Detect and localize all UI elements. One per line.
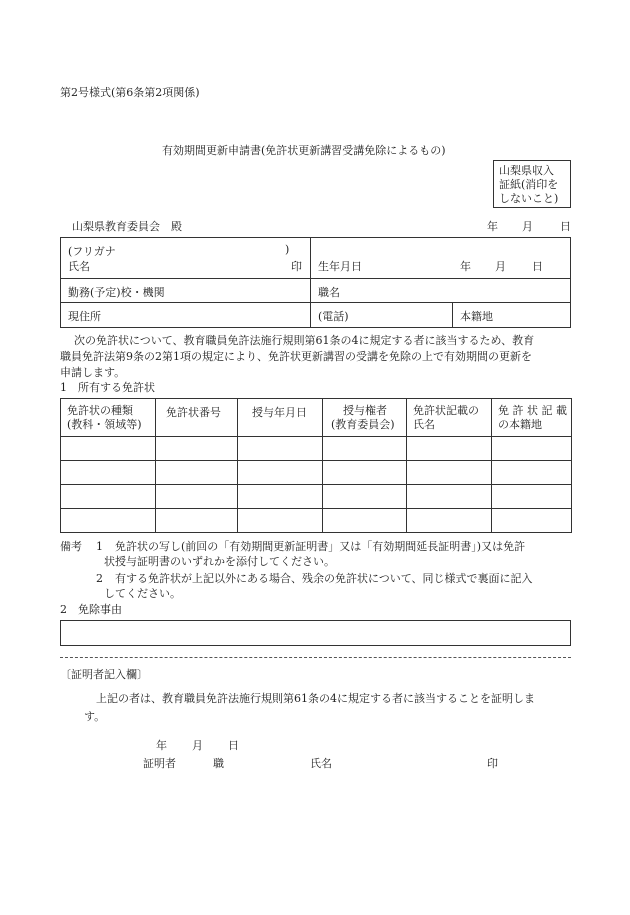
license-cell[interactable] — [492, 485, 572, 509]
remarks-item-2-number: 2 — [96, 572, 103, 585]
license-cell[interactable] — [156, 461, 238, 485]
header-license-number: 免許状番号 — [156, 399, 238, 437]
license-cell[interactable] — [61, 461, 156, 485]
birth-year: 年 — [460, 260, 471, 273]
license-cell[interactable] — [492, 509, 572, 533]
header-license-domicile: 免 許 状 記 載 の本籍地 — [492, 399, 572, 437]
certifier-position-label: 職 — [213, 757, 224, 770]
seal-label: 印 — [291, 260, 302, 273]
intro-line-3: 申請します。 — [60, 366, 126, 379]
license-cell[interactable] — [407, 461, 492, 485]
license-cell[interactable] — [61, 509, 156, 533]
date-month: 月 — [522, 220, 533, 233]
license-cell[interactable] — [61, 485, 156, 509]
furigana-close: ) — [285, 243, 290, 256]
section-2-title: 2 免除事由 — [60, 603, 122, 616]
stamp-line-3: しないこと) — [499, 192, 559, 205]
certifier-year: 年 — [156, 739, 167, 752]
section-1-title: 1 所有する免許状 — [60, 381, 155, 394]
remarks-item-1-line-2: 状授与証明書のいずれかを添付してください。 — [104, 555, 335, 568]
addressee: 山梨県教育委員会 殿 — [72, 220, 182, 233]
intro-line-1: 次の免許状について、教育職員免許法施行規則第61条の4に規定する者に該当するため、教育 — [74, 334, 535, 347]
license-cell[interactable] — [492, 461, 572, 485]
form-title: 有効期間更新申請書(免許状更新講習受講免除によるもの) — [162, 144, 446, 157]
header-grant-date: 授与年月日 — [238, 399, 323, 437]
form-number: 第2号様式(第6条第2項関係) — [60, 86, 200, 99]
birth-date-label: 生年月日 — [318, 260, 362, 273]
remarks-item-2-line-1: 有する免許状が上記以外にある場合、残余の免許状について、同じ様式で裏面に記入 — [115, 572, 533, 585]
license-cell[interactable] — [492, 437, 572, 461]
birth-day: 日 — [532, 260, 543, 273]
applicant-row-divider-2 — [60, 302, 571, 303]
license-cell[interactable] — [323, 461, 407, 485]
table-row — [61, 461, 572, 485]
applicant-col-divider — [310, 237, 311, 328]
intro-line-2: 職員免許法第9条の2第1項の規定により、免許状更新講習の受講を免除の上で有効期間の更新を — [60, 350, 532, 363]
domicile-label: 本籍地 — [460, 310, 493, 323]
name-label: 氏名 — [68, 260, 90, 273]
revenue-stamp-box — [493, 160, 571, 208]
date-day: 日 — [560, 220, 571, 233]
license-cell[interactable] — [238, 485, 323, 509]
phone-label: (電話) — [318, 310, 349, 323]
certifier-text-line-1: 上記の者は、教育職員免許法施行規則第61条の4に規定する者に該当することを証明しま — [96, 692, 535, 705]
remarks-item-2-line-2: してください。 — [104, 587, 181, 600]
header-license-name: 免許状記載の 氏名 — [407, 399, 492, 437]
certifier-month: 月 — [192, 739, 203, 752]
exemption-reason-field[interactable] — [60, 620, 571, 646]
remarks-label: 備考 — [60, 540, 82, 553]
license-header-row — [61, 399, 572, 437]
applicant-domicile-divider — [452, 302, 453, 328]
table-row — [61, 509, 572, 533]
certifier-day: 日 — [228, 739, 239, 752]
certifier-name-label: 氏名 — [310, 757, 332, 770]
license-cell[interactable] — [323, 485, 407, 509]
license-cell[interactable] — [407, 509, 492, 533]
date-year: 年 — [487, 220, 498, 233]
license-cell[interactable] — [61, 437, 156, 461]
certifier-seal-label: 印 — [487, 757, 498, 770]
dashed-separator — [60, 657, 571, 658]
license-cell[interactable] — [407, 437, 492, 461]
license-cell[interactable] — [323, 509, 407, 533]
stamp-line-1: 山梨県収入 — [499, 164, 554, 177]
applicant-row-divider-1 — [60, 278, 571, 279]
certifier-text-line-2: す。 — [84, 710, 106, 723]
remarks-item-1-number: 1 — [96, 540, 103, 553]
workplace-label: 勤務(予定)校・機関 — [68, 286, 165, 299]
license-cell[interactable] — [156, 437, 238, 461]
stamp-line-2: 証紙(消印を — [499, 178, 559, 191]
license-cell[interactable] — [156, 485, 238, 509]
license-cell[interactable] — [238, 461, 323, 485]
header-license-type: 免許状の種類 (教科・領域等) — [61, 399, 156, 437]
table-row — [61, 437, 572, 461]
furigana-label: (フリガナ — [68, 245, 116, 258]
header-grantor: 授与権者 (教育委員会) — [323, 399, 407, 437]
license-cell[interactable] — [407, 485, 492, 509]
certifier-label: 証明者 — [143, 757, 176, 770]
table-row — [61, 485, 572, 509]
license-cell[interactable] — [238, 437, 323, 461]
license-cell[interactable] — [238, 509, 323, 533]
license-cell[interactable] — [323, 437, 407, 461]
address-label: 現住所 — [68, 310, 101, 323]
remarks-item-1-line-1: 免許状の写し(前回の「有効期間更新証明書」又は「有効期間延長証明書」)又は免許 — [115, 540, 526, 553]
license-cell[interactable] — [156, 509, 238, 533]
position-label: 職名 — [318, 286, 340, 299]
license-table — [60, 398, 572, 533]
applicant-table — [60, 237, 571, 328]
birth-month: 月 — [495, 260, 506, 273]
certifier-heading: 〔証明者記入欄〕 — [60, 668, 148, 681]
